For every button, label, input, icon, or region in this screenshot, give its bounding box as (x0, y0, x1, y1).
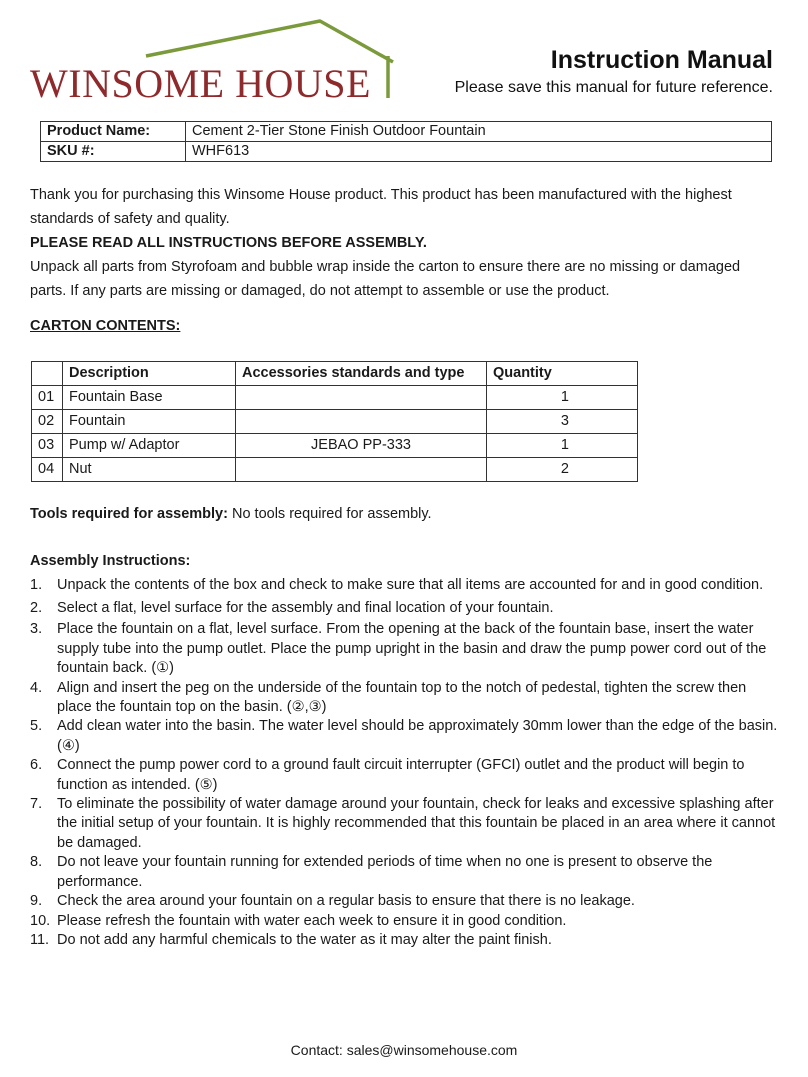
step-text: Do not add any harmful chemicals to the water as it may alter the paint finish. (57, 931, 552, 948)
row-description: Nut (63, 458, 236, 482)
carton-contents-table (31, 361, 638, 482)
list-item (30, 892, 778, 911)
step-number: 6. (30, 757, 43, 774)
step-text: Select a flat, level surface for the assembly and final location of your fountain. (57, 600, 554, 616)
row-number: 02 (32, 410, 63, 434)
step-number: 7. (30, 796, 43, 813)
row-number: 01 (32, 386, 63, 410)
carton-heading: CARTON CONTENTS: (30, 318, 181, 334)
contact-footer: Contact: sales@winsomehouse.com (290, 1042, 518, 1058)
page-subtitle: Please save this manual for future reference. (454, 79, 773, 96)
col-header-quantity: Quantity (487, 362, 638, 386)
list-item (30, 679, 778, 718)
sku-value: WHF613 (186, 142, 772, 162)
list-item (30, 756, 778, 795)
row-accessories: JEBAO PP-333 (236, 434, 487, 458)
step-number: 1. (30, 577, 43, 593)
step-number: 10. (30, 912, 51, 929)
assembly-steps-list (30, 574, 778, 950)
table-row (32, 386, 638, 410)
step-text: Connect the pump power cord to a ground fault circuit interrupter (GFCI) outlet and the product will begin to function as intended. (⑤) (57, 757, 745, 793)
tools-value: No tools required for assembly. (231, 506, 432, 522)
step-text: Do not leave your fountain running for extended periods of time when no one is present to observe the performance. (57, 854, 713, 890)
row-quantity: 1 (487, 434, 638, 458)
row-accessories (236, 386, 487, 410)
step-number: 8. (30, 854, 43, 871)
step-number: 5. (30, 718, 43, 735)
step-number: 9. (30, 893, 43, 910)
step-text: To eliminate the possibility of water damage around your fountain, check for leaks and excessive splashing after the initial setup of your fountain. It is highly recommended that this fountain be placed in an area where it cannot be damaged. (57, 796, 776, 851)
list-item (30, 620, 778, 678)
step-text: Please refresh the fountain with water each week to ensure it in good condition. (57, 912, 567, 929)
step-text: Add clean water into the basin. The water level should be approximately 30mm lower than the edge of the basin. (④) (57, 718, 778, 754)
tools-label: Tools required for assembly: (30, 506, 228, 522)
step-number: 2. (30, 600, 43, 616)
brand-logo (28, 16, 398, 106)
intro-unpack: Unpack all parts from Styrofoam and bubble wrap inside the carton to ensure there are no missing or damaged parts. If any parts are missing or damaged, do not attempt to assemble or use the product. (30, 259, 741, 299)
page-title: Instruction Manual (550, 46, 773, 74)
row-description: Fountain Base (63, 386, 236, 410)
row-accessories (236, 410, 487, 434)
product-name-label: Product Name: (41, 122, 186, 142)
list-item (30, 574, 778, 597)
sku-row (41, 142, 772, 162)
assembly-heading: Assembly Instructions: (30, 553, 191, 569)
list-item (30, 853, 778, 892)
table-row (32, 410, 638, 434)
col-header-accessories: Accessories standards and type (236, 362, 487, 386)
step-text: Check the area around your fountain on a regular basis to ensure that there is no leakage. (57, 893, 635, 910)
intro-section (30, 183, 775, 303)
row-description: Fountain (63, 410, 236, 434)
step-text: Align and insert the peg on the underside of the fountain top to the notch of pedestal, tighten the screw then place the fountain top on the basin. (②,③) (57, 679, 747, 716)
intro-warning: PLEASE READ ALL INSTRUCTIONS BEFORE ASSEMBLY. (30, 235, 427, 251)
step-number: 11. (30, 931, 50, 948)
row-quantity: 3 (487, 410, 638, 434)
list-item (30, 931, 778, 950)
step-text: Unpack the contents of the box and check to make sure that all items are accounted for and in good condition. (57, 577, 764, 593)
row-description: Pump w/ Adaptor (63, 434, 236, 458)
step-number: 3. (30, 621, 43, 638)
table-header-row (32, 362, 638, 386)
step-number: 4. (30, 679, 43, 696)
logo-wordmark: WINSOME HOUSE (30, 61, 371, 106)
product-name-value: Cement 2-Tier Stone Finish Outdoor Fountain (186, 122, 772, 142)
sku-label: SKU #: (41, 142, 186, 162)
list-item (30, 717, 778, 756)
list-item (30, 795, 778, 853)
table-row (32, 434, 638, 458)
row-quantity: 2 (487, 458, 638, 482)
row-number: 03 (32, 434, 63, 458)
row-number: 04 (32, 458, 63, 482)
table-row (32, 458, 638, 482)
col-header-number (32, 362, 63, 386)
list-item (30, 599, 778, 618)
row-accessories (236, 458, 487, 482)
product-info-table (40, 121, 772, 162)
tools-line (30, 506, 432, 522)
intro-thanks: Thank you for purchasing this Winsome House product. This product has been manufactured with the highest standards of safety and quality. (30, 187, 732, 227)
step-text: Place the fountain on a flat, level surface. From the opening at the back of the fountain base, insert the water supply tube into the pump outlet. Place the pump upright in the basin and draw the pump power cord out of the fountain back. (①) (57, 621, 767, 677)
row-quantity: 1 (487, 386, 638, 410)
product-name-row (41, 122, 772, 142)
list-item (30, 912, 778, 931)
col-header-description: Description (63, 362, 236, 386)
